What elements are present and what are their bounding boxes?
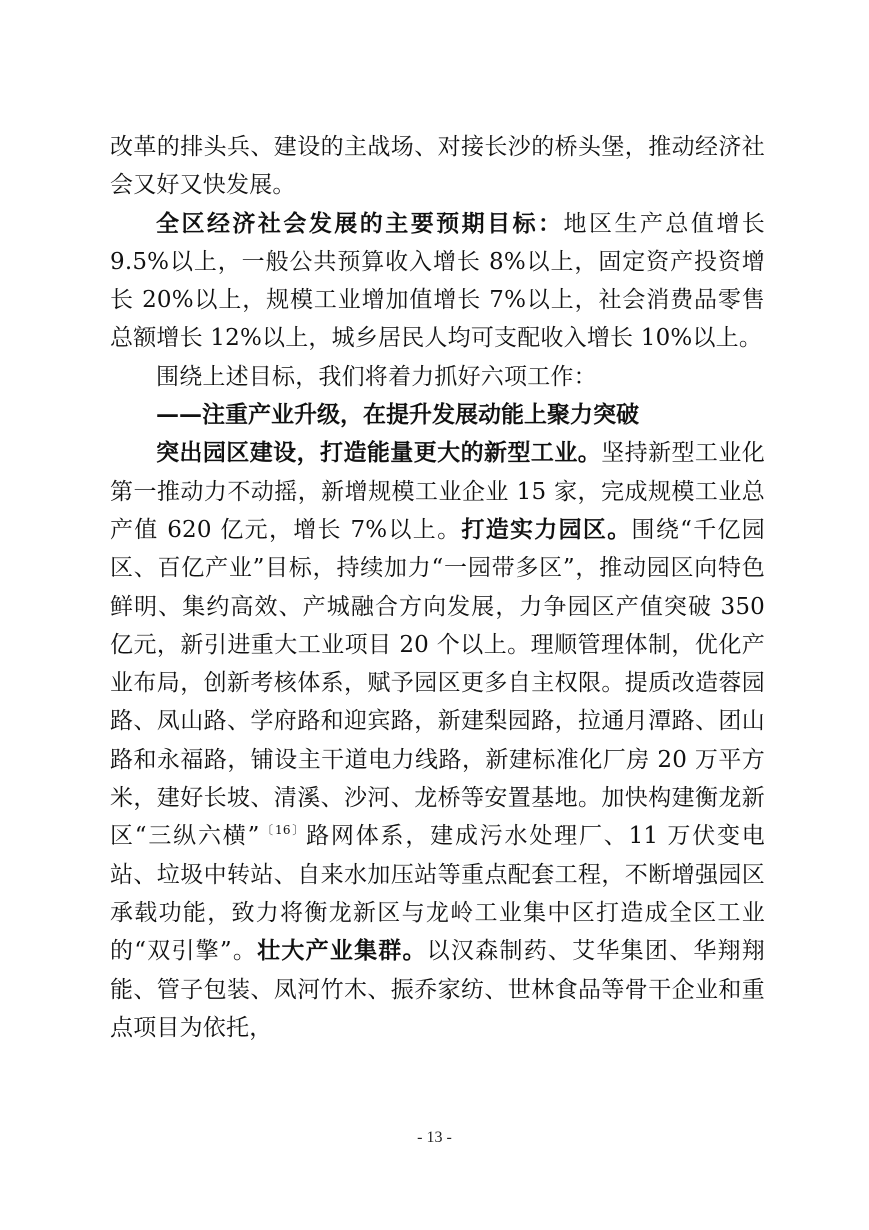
paragraph-4-bold-1: 打造实力园区。 (461, 515, 632, 543)
paragraph-2 (110, 205, 765, 358)
page-number: - 13 - (417, 1129, 452, 1146)
paragraph-4-lead: 突出园区建设，打造能量更大的新型工业。 (156, 439, 602, 467)
paragraph-1-text: 改革的排头兵、建设的主战场、对接长沙的桥头堡，推动经济社会又好又快发展。 (110, 134, 765, 199)
paragraph-4-text-2: 围绕“千亿园区、百亿产业”目标，持续加力“一园带多区”，推动园区向特色鲜明、集约高效、产城融合方向发展，力争园区产值突破 350 亿元，新引进重大工业项目 20 个以上。理顺管理体制，优化产业布局，创新考核体系，赋予园区更多自主权限。提质改造蓉园路、凤山路、学府路和迎宾路，新建梨园路，拉通月潭路、团山路和永福路，铺设主干道电力线路，新建标准化厂房 20 万平方米，建好长坡、清溪、沙河、龙桥等安置基地。加快构建衡龙新区“三纵六横” (110, 516, 766, 850)
paragraph-4-text-3: 路网体系，建成污水处理厂、11 万伏变电站、垃圾中转站、自来水加压站等重点配套工程，不断增强园区承载功能，致力将衡龙新区与龙岭工业集中区打造成全区工业的“双引擎”。 (110, 823, 766, 965)
paragraph-3 (110, 358, 765, 396)
paragraph-4-text-4: 以汉森制药、艾华集团、华翔翔能、管子包装、凤河竹木、振乔家纺、世林食品等骨干企业和重点项目为依托， (110, 938, 765, 1041)
paragraph-4 (110, 434, 765, 1047)
paragraph-2-lead: 全区经济社会发展的主要预期目标： (156, 209, 564, 237)
paragraph-3-text: 围绕上述目标，我们将着力抓好六项工作： (156, 363, 597, 390)
section-heading-text: ——注重产业升级，在提升发展动能上聚力突破 (156, 401, 639, 429)
footnote-marker: 〔16〕 (259, 823, 307, 838)
document-body (110, 128, 765, 1047)
section-heading (110, 396, 765, 434)
paragraph-1 (110, 128, 765, 205)
paragraph-4-bold-2: 壮大产业集群。 (257, 937, 427, 965)
paragraph-4-text-1: 坚持新型工业化第一推动力不动摇，新增规模工业企业 15 家，完成规模工业总产值 620 亿元，增长 7%以上。 (110, 440, 765, 543)
paragraph-2-text: 地区生产总值增长 9.5%以上，一般公共预算收入增长 8%以上，固定资产投资增长 20%以上，规模工业增加值增长 7%以上，社会消费品零售总额增长 12%以上，城乡居民人均可支配收入增长 10%以上。 (110, 210, 765, 352)
